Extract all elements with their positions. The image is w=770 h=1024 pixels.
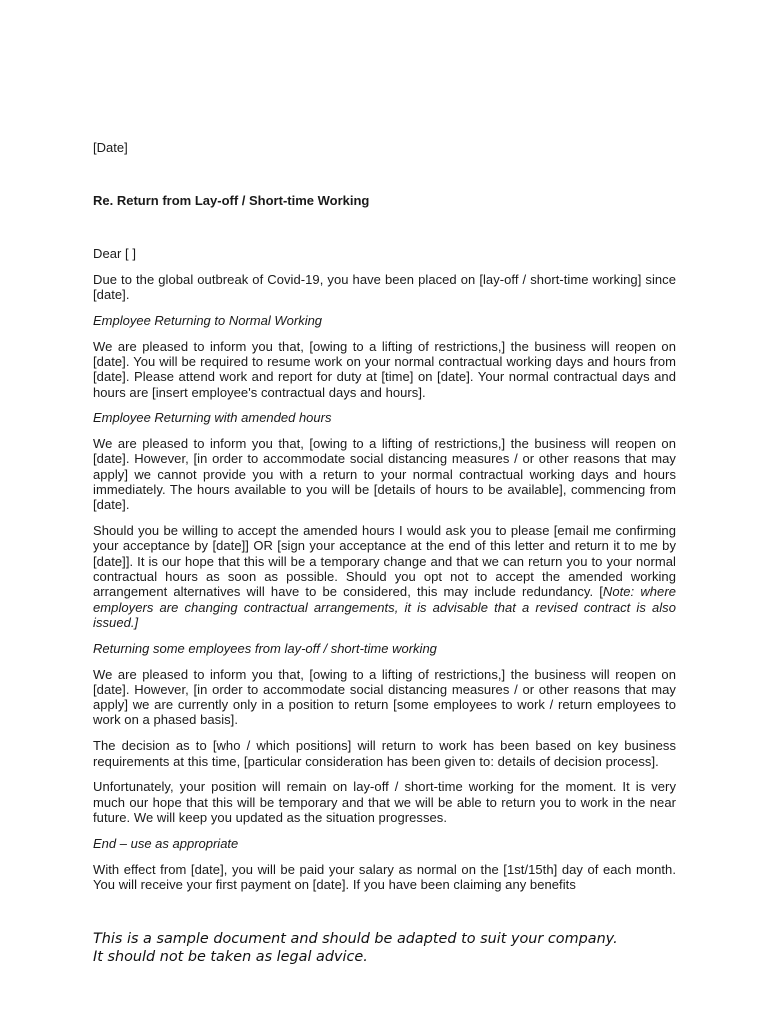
some-employees-paragraph-1: We are pleased to inform you that, [owing to a lifting of restrictions,] the business will reopen on [date]. However, [in order to accommodate social distancing measures / or other reasons that may apply] we are currently only in a position to return [some employees to work / return employees to work on a phased basis].: [93, 666, 676, 728]
disclaimer: [93, 930, 693, 966]
some-employees-paragraph-3: Unfortunately, your position will remain on lay-off / short-time working for the moment. It is very much our hope that this will be temporary and that we will be able to return you to work in the near future. We will keep you updated as the situation progresses.: [93, 779, 676, 825]
section-heading-end: End – use as appropriate: [93, 835, 239, 851]
section-heading-some-employees: Returning some employees from lay-off / short-time working: [93, 640, 437, 656]
letter-body: [93, 246, 676, 903]
disclaimer-line-2: It should not be taken as legal advice.: [93, 949, 368, 965]
section-heading-amended-hours: Employee Returning with amended hours: [93, 410, 332, 426]
letter-date: [Date]: [93, 140, 128, 155]
salutation: Dear [ ]: [93, 246, 137, 261]
normal-working-paragraph: We are pleased to inform you that, [owing to a lifting of restrictions,] the business will reopen on [date]. You will be required to resume work on your normal contractual working days and hours from [date]. Please attend work and report for duty at [time] on [date]. Your normal contractual days and hours are [insert employee's contractual days and hours].: [93, 338, 676, 400]
end-paragraph: With effect from [date], you will be paid your salary as normal on the [1st/15th] day of each month. You will receive your first payment on [date]. If you have been claiming any benefits: [93, 861, 676, 892]
letter-subject: Re. Return from Lay-off / Short-time Working: [93, 193, 370, 208]
amended-hours-paragraph-1: We are pleased to inform you that, [owing to a lifting of restrictions,] the business will reopen on [date]. However, [in order to accommodate social distancing measures / or other reasons that may apply] we cannot provide you with a return to your normal contractual working days and hours immediately. The hours available to you will be [details of hours to be available], commencing from [date].: [93, 436, 676, 513]
intro-paragraph: Due to the global outbreak of Covid-19, you have been placed on [lay-off / short-time working] since [date].: [93, 271, 676, 303]
disclaimer-line-1: This is a sample document and should be adapted to suit your company.: [93, 931, 618, 947]
some-employees-paragraph-2: The decision as to [who / which positions] will return to work has been based on key business requirements at this time, [particular consideration has been given to: details of decision process].: [93, 738, 676, 769]
amended-hours-paragraph-2: [93, 523, 676, 630]
contract-note: Note: where employers are changing contractual arrangements, it is advisable that a revised contract is also issued.]: [93, 584, 676, 630]
section-heading-normal-working: Employee Returning to Normal Working: [93, 312, 323, 328]
amended-hours-text: Should you be willing to accept the amended hours I would ask you to please [email me confirming your acceptance by [date]] OR [sign your acceptance at the end of this letter and return it to me by [date]]. It is our hope that this will be a temporary change and that we can return you to your normal contractual hours as soon as possible. Should you opt not to accept the amended working arrangement alternatives will have to be considered, this may include redundancy. [: [93, 523, 676, 600]
